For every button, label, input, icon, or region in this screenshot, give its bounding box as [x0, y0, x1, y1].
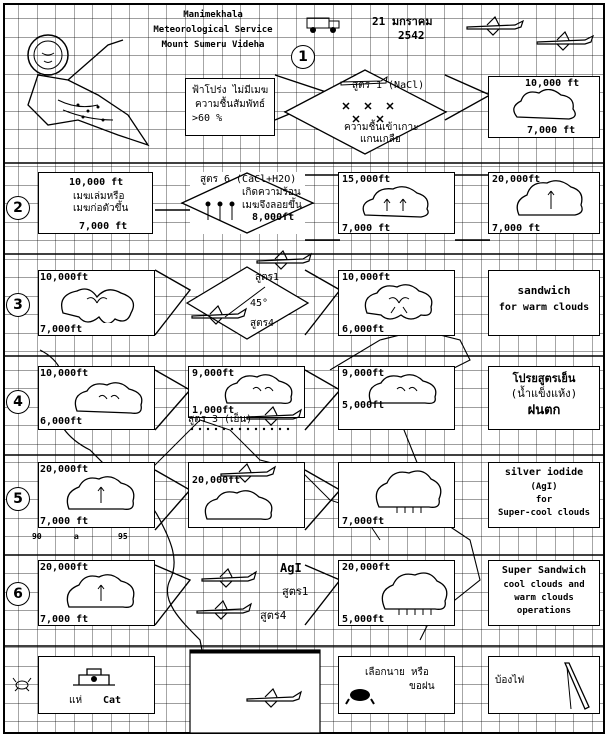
row4-box2-mid-altitude: 1,000ft: [192, 405, 235, 416]
row1-formula-title: สูตร 1 (NaCl): [352, 80, 425, 91]
row5-box3: [338, 462, 455, 528]
frog-icon: [345, 683, 375, 705]
row2-box3: [338, 172, 455, 234]
row1-formula-desc-line1: ความชื้นเข้าเกาะ: [344, 122, 419, 133]
footer-rocket-box: [488, 656, 600, 714]
footer-cat-label: Cat: [103, 695, 122, 706]
row3-box1: [38, 270, 155, 336]
step-number-1: 1: [291, 45, 315, 69]
dry-ice-dots: [188, 426, 303, 432]
airplane-icon: [245, 406, 303, 426]
row4-desc-line3: ฝนตก: [527, 403, 561, 418]
row2-box4: [488, 172, 600, 234]
row1-formula-desc-line2: แกนเกลือ: [360, 134, 401, 145]
cloud-icon: [219, 373, 299, 409]
truck-icon: [305, 12, 350, 34]
longitude-90: 90: [32, 532, 42, 541]
row2-box4-top-altitude: 20,000ft: [492, 174, 541, 185]
row2-box1-bottom-altitude: 7,000 ft: [79, 221, 128, 232]
cloud-icon: [507, 89, 582, 124]
row4-box3: [338, 366, 455, 430]
row3-box3-bottom-altitude: 6,000ft: [342, 324, 385, 335]
row3-formula-diamond: [185, 265, 310, 341]
row5-box2-top-altitude: 20,000ft: [192, 475, 241, 486]
airplane-icon: [195, 600, 253, 620]
footer-cat-box: [38, 656, 155, 714]
org-location: Mount Sumeru Videha: [161, 40, 265, 50]
row5-box2: [188, 462, 305, 528]
cloud-icon: [199, 489, 289, 525]
row4-box1-top-altitude: 10,000ft: [40, 368, 89, 379]
row2-formula-line1: เกิดความร้อน: [242, 187, 301, 198]
row4-box1-bottom-altitude: 6,000ft: [40, 416, 83, 427]
step-number-5: 5: [6, 487, 30, 511]
row2-formula-title: สูตร 6 (CaCl+H2O): [200, 174, 297, 185]
footer-rocket-label: บ้องไฟ: [495, 675, 525, 686]
row2-box1: [38, 172, 153, 234]
cloud-icon: [369, 467, 449, 513]
row6-desc-line4: operations: [516, 606, 572, 616]
cloud-icon: [57, 283, 139, 323]
step-number-3: 3: [6, 293, 30, 317]
row4-box3-top-altitude: 9,000ft: [342, 368, 385, 379]
row6-desc-line3: warm clouds: [514, 593, 574, 603]
row4-formula-3: สูตร 3 (เย็น): [188, 414, 253, 425]
row3-formula-4: สูตร4: [250, 318, 274, 329]
row3-box1-top-altitude: 10,000ft: [40, 272, 89, 283]
airplane-icon: [219, 463, 277, 483]
row3-angle: 45°: [250, 298, 269, 309]
airplane-icon: [535, 30, 595, 52]
cloud-icon: [357, 185, 437, 220]
org-service: Meteorological Service: [153, 25, 273, 35]
footer-frog-line1: เลือกนาย หรือ: [365, 667, 429, 678]
row4-box1: [38, 366, 155, 430]
row5-box3-bottom-altitude: 7,000ft: [342, 516, 385, 527]
row3-box1-bottom-altitude: 7,000ft: [40, 324, 83, 335]
row2-formula-altitude: 8,000ft: [252, 212, 295, 223]
row2-box1-line1: เมฆเล่มหรือ: [73, 191, 125, 202]
row2-box4-bottom-altitude: 7,000 ft: [492, 223, 541, 234]
row2-box1-top-altitude: 10,000 ft: [69, 177, 124, 188]
row3-box3-top-altitude: 10,000ft: [342, 272, 391, 283]
row6-box3-bottom-altitude: 5,000ft: [342, 614, 385, 625]
cloud-icon: [61, 571, 141, 613]
airplane-icon: [465, 15, 525, 37]
cat-procession-icon: [69, 663, 119, 693]
step-number-6: 6: [6, 582, 30, 606]
row2-box3-bottom-altitude: 7,000 ft: [342, 223, 391, 234]
date-year: 2542: [398, 29, 425, 42]
row5-desc-line3: for: [535, 495, 553, 505]
cloud-icon: [61, 473, 141, 515]
step-number-4: 4: [6, 390, 30, 414]
row1-condition-box: [185, 78, 275, 136]
row2-formula-box: [190, 172, 305, 234]
row6-box1-bottom-altitude: 7,000 ft: [40, 614, 89, 625]
row5-box1-bottom-altitude: 7,000 ft: [40, 516, 89, 527]
row5-box1-top-altitude: 20,000ft: [40, 464, 89, 475]
step-number-2: 2: [6, 196, 30, 220]
airplane-icon: [190, 305, 248, 325]
airplane-icon: [200, 568, 258, 588]
row3-box3: [338, 270, 455, 336]
row3-description-box: [488, 270, 600, 336]
row6-agi: AgI: [280, 561, 302, 575]
row2-box3-top-altitude: 15,000ft: [342, 174, 391, 185]
row5-box1: [38, 462, 155, 528]
row6-box3: [338, 560, 455, 626]
row6-box1: [38, 560, 155, 626]
row3-desc-line2: for warm clouds: [498, 302, 590, 313]
row6-box3-top-altitude: 20,000ft: [342, 562, 391, 573]
airplane-icon: [255, 250, 313, 270]
row6-description-box: [488, 560, 600, 626]
row1-top-altitude: 10,000 ft: [525, 78, 580, 89]
row4-desc-line1: โปรยสูตรเย็น: [512, 372, 576, 385]
row4-box2-top-altitude: 9,000ft: [192, 368, 235, 379]
rocket-icon: [559, 661, 595, 711]
row5-desc-line2: (AgI): [530, 482, 558, 492]
row4-desc-line2: (น้ำแข็งแห้ง): [510, 387, 578, 400]
row1-bottom-altitude: 7,000 ft: [527, 125, 576, 136]
row1-condition-line2: ความชื้นสัมพัทธ์: [194, 99, 266, 110]
row6-box1-top-altitude: 20,000ft: [40, 562, 89, 573]
row3-formula-1: สูตร1: [255, 272, 279, 283]
airplane-icon: [245, 688, 303, 708]
row6-desc-line2: cool clouds and: [503, 580, 585, 590]
cloud-icon: [511, 179, 591, 221]
footer-frog-line2: ขอฝน: [409, 681, 435, 692]
date-day-month: 21 มกราคม: [372, 15, 433, 28]
cloud-icon: [69, 377, 149, 417]
row4-description-box: [488, 366, 600, 430]
row2-box1-line2: เมฆก่อตัวขึ้น: [73, 203, 129, 214]
crab-icon: [12, 676, 32, 692]
org-name: Manimekhala: [183, 10, 243, 20]
deity-illustration: [8, 25, 168, 160]
footer-cat-thai: แห่: [69, 695, 83, 706]
row3-desc-line1: sandwich: [517, 284, 571, 297]
row5-desc-line4: Super-cool clouds: [497, 508, 591, 518]
row6-desc-line1: Super Sandwich: [501, 565, 587, 576]
longitude-a: a: [74, 532, 79, 541]
row2-formula-line2: เมฆจึงลอยขึ้น: [242, 200, 302, 211]
cloud-icon: [359, 283, 439, 323]
cloud-icon: [375, 569, 455, 615]
row4-box3-bottom-altitude: 5,000ft: [342, 400, 385, 411]
row1-condition-line1: ฟ้าโปร่ง ไม่มีเมฆ: [191, 85, 269, 96]
footer-frog-box: [338, 656, 455, 714]
row1-cloud-box: [488, 76, 600, 138]
row5-description-box: [488, 462, 600, 528]
row1-condition-line3: >60 %: [192, 113, 223, 124]
row6-formula-4: สูตร4: [260, 609, 287, 622]
row6-formula-1: สูตร1: [282, 585, 309, 598]
row5-desc-line1: silver iodide: [504, 467, 584, 478]
longitude-95: 95: [118, 532, 128, 541]
